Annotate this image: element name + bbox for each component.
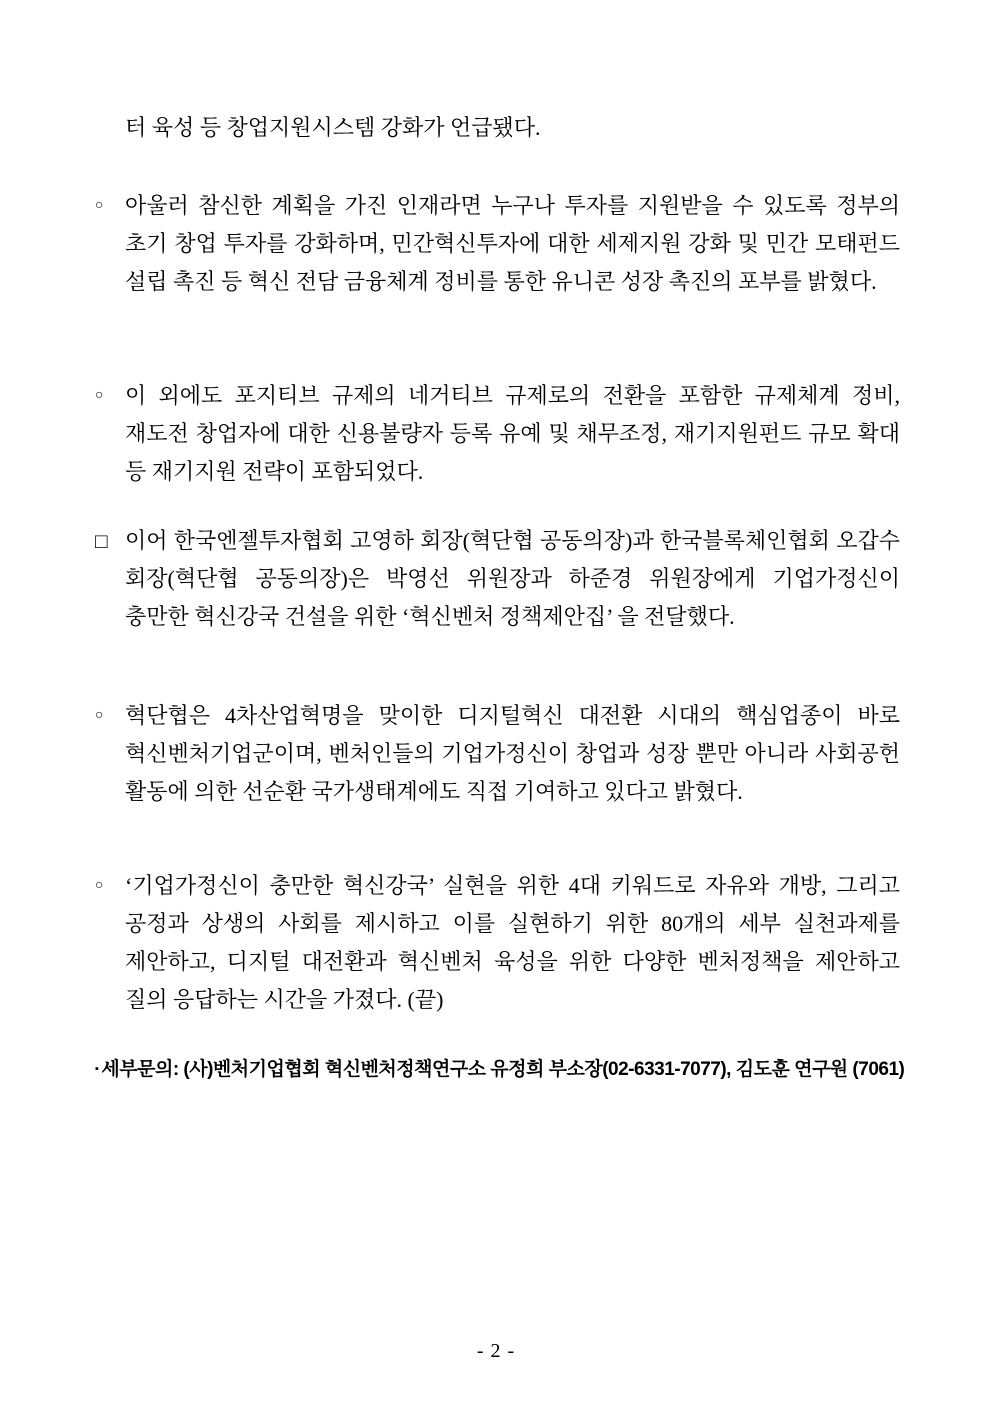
paragraph-text: 혁단협은 4차산업혁명을 맞이한 디지털혁신 대전환 시대의 핵심업종이 바로 혁신벤처기업군이며, 벤처인들의 기업가정신이 창업과 성장 뿐만 아니라 사회공헌 활동에 의한 선순환 국가생태계에도 직접 기여하고 있다고 밝혔다.: [125, 703, 900, 804]
paragraph-continuation: [125, 109, 900, 147]
paragraph-text: 터 육성 등 창업지원시스템 강화가 언급됐다.: [125, 115, 541, 140]
paragraph-bulleted: [93, 867, 900, 1019]
paragraph-bulleted: [93, 187, 900, 301]
circle-bullet-icon: ○: [95, 878, 104, 893]
circle-bullet-icon: ○: [95, 198, 104, 213]
circle-bullet-icon: ○: [95, 388, 104, 403]
square-bullet-icon: □: [95, 529, 108, 553]
paragraph-bulleted: [93, 377, 900, 491]
circle-bullet-icon: ○: [95, 708, 104, 723]
paragraph-bulleted: [93, 522, 900, 636]
paragraph-text: ‘기업가정신이 충만한 혁신강국’ 실현을 위한 4대 키워드로 자유와 개방, 그리고 공정과 상생의 사회를 제시하고 이를 실현하기 위한 80개의 세부 실천과제를 제안하고, 디지털 대전환과 혁신벤처 육성을 위한 다양한 벤처정책을 제안하고 질의 응답하는 시간을 가졌다. (끝): [125, 873, 900, 1012]
paragraph-text: 이 외에도 포지티브 규제의 네거티브 규제로의 전환을 포함한 규제체계 정비, 재도전 창업자에 대한 신용불량자 등록 유예 및 채무조정, 재기지원펀드 규모 확대 등 재기지원 전략이 포함되었다.: [125, 383, 900, 484]
paragraph-text: 아울러 참신한 계획을 가진 인재라면 누구나 투자를 지원받을 수 있도록 정부의 초기 창업 투자를 강화하며, 민간혁신투자에 대한 세제지원 강화 및 민간 모태펀드 설립 촉진 등 혁신 전담 금융체계 정비를 통한 유니콘 성장 촉진의 포부를 밝혔다.: [125, 193, 900, 294]
contact-info-line: [95, 1056, 905, 1083]
small-square-bullet-icon: ▪: [95, 1063, 99, 1075]
contact-text: 세부문의: (사)벤처기업협회 혁신벤처정책연구소 유정희 부소장(02-6331-7077), 김도훈 연구원 (7061): [101, 1059, 905, 1080]
paragraph-bulleted: [93, 697, 900, 811]
page-number: - 2 -: [476, 1340, 516, 1362]
paragraph-text: 이어 한국엔젤투자협회 고영하 회장(혁단협 공동의장)과 한국블록체인협회 오갑수 회장(혁단협 공동의장)은 박영선 위원장과 하준경 위원장에게 기업가정신이 충만한 혁신강국 건설을 위한 ‘혁신벤처 정책제안집’ 을 전달했다.: [125, 528, 900, 629]
